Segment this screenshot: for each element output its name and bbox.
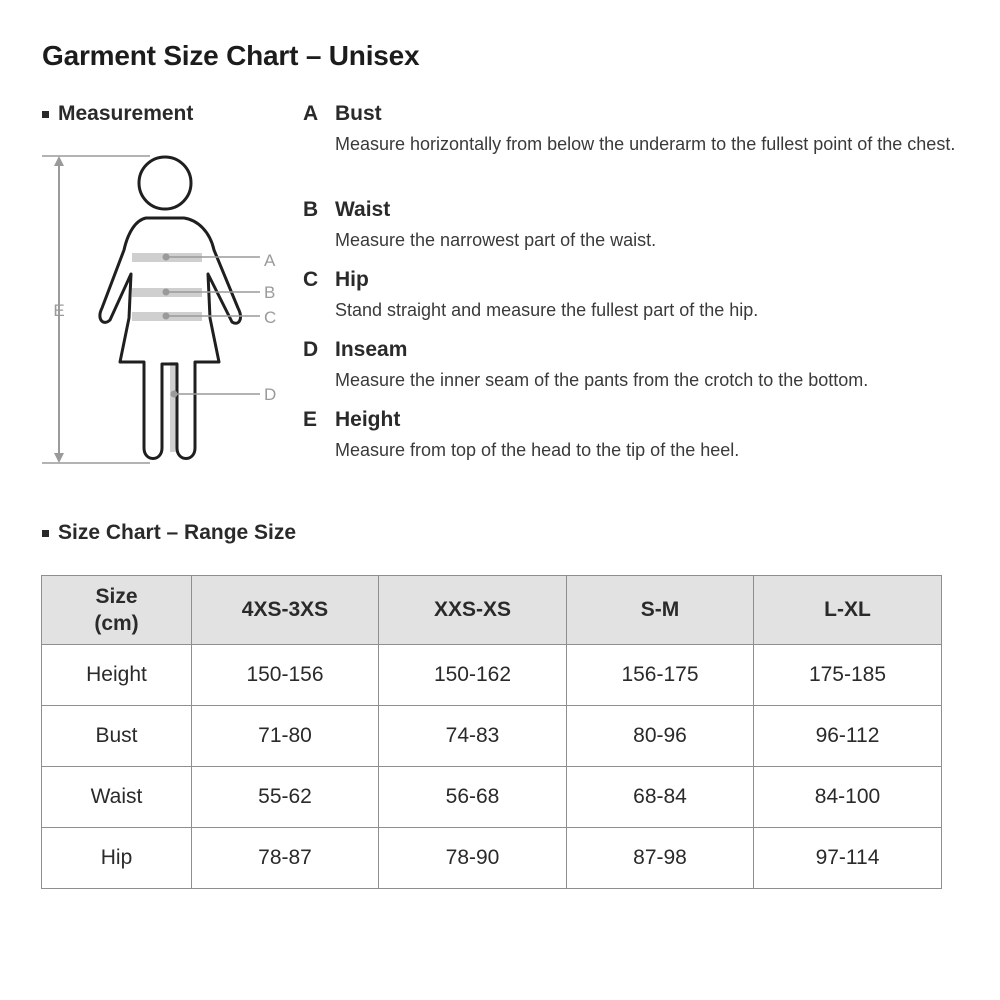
- table-cell: 84-100: [754, 767, 942, 828]
- definition-letter: C: [303, 268, 319, 291]
- definition-desc: Measure horizontally from below the underarm to the fullest point of the chest.: [335, 134, 956, 154]
- measurement-heading-label: Measurement: [58, 102, 194, 125]
- definition-desc: Measure the narrowest part of the waist.: [335, 230, 657, 250]
- definition-name: Hip: [335, 268, 369, 291]
- definition-hip: [303, 268, 983, 323]
- definition-bust: [303, 102, 983, 157]
- definition-inseam: [303, 338, 983, 393]
- body-figure-svg: [38, 150, 288, 470]
- size-chart-heading: [42, 521, 296, 545]
- definition-letter: B: [303, 198, 319, 221]
- table-row: [42, 706, 942, 767]
- definition-name: Height: [335, 408, 401, 431]
- definition-waist: [303, 198, 983, 253]
- height-arrow-bottom: [54, 453, 64, 463]
- figure-label-b: B: [264, 283, 276, 302]
- definition-height: [303, 408, 983, 463]
- figure-label-c: C: [264, 308, 277, 327]
- table-header-row: [42, 576, 942, 645]
- definition-letter: D: [303, 338, 319, 361]
- table-cell: 150-156: [192, 645, 379, 706]
- table-cell: 97-114: [754, 828, 942, 889]
- row-label: Bust: [42, 706, 192, 767]
- table-cell: 68-84: [567, 767, 754, 828]
- table-cell: 55-62: [192, 767, 379, 828]
- column-header: L-XL: [754, 576, 942, 645]
- column-header: XXS-XS: [379, 576, 567, 645]
- table-row: [42, 828, 942, 889]
- definition-letter: E: [303, 408, 318, 431]
- definition-letter: A: [303, 102, 319, 125]
- size-chart-heading-label: Size Chart – Range Size: [58, 521, 297, 544]
- row-label: Height: [42, 645, 192, 706]
- column-header: 4XS-3XS: [192, 576, 379, 645]
- table-cell: 80-96: [567, 706, 754, 767]
- table-corner-header: Size (cm): [42, 576, 192, 645]
- table-cell: 175-185: [754, 645, 942, 706]
- table-cell: 74-83: [379, 706, 567, 767]
- table-cell: 71-80: [192, 706, 379, 767]
- definition-name: Waist: [335, 198, 391, 221]
- table-cell: 150-162: [379, 645, 567, 706]
- table-cell: 87-98: [567, 828, 754, 889]
- definition-desc: Measure from top of the head to the tip of the heel.: [335, 440, 740, 460]
- table-cell: 78-87: [192, 828, 379, 889]
- bullet-square: [42, 111, 49, 118]
- height-arrow-top: [54, 156, 64, 166]
- table-cell: 78-90: [379, 828, 567, 889]
- table-cell: 96-112: [754, 706, 942, 767]
- figure-label-d: D: [264, 385, 277, 404]
- figure-label-a: A: [264, 251, 276, 270]
- measurement-heading: [42, 102, 193, 126]
- row-label: Hip: [42, 828, 192, 889]
- bullet-square: [42, 530, 49, 537]
- figure-label-e: E: [53, 301, 65, 320]
- body-measurement-figure: [38, 150, 288, 470]
- definition-name: Inseam: [335, 338, 408, 361]
- figure-head: [139, 157, 191, 209]
- size-chart-table: [41, 575, 942, 889]
- row-label: Waist: [42, 767, 192, 828]
- table-row: [42, 645, 942, 706]
- definition-name: Bust: [335, 102, 382, 125]
- table-cell: 156-175: [567, 645, 754, 706]
- definition-desc: Stand straight and measure the fullest part of the hip.: [335, 300, 759, 320]
- page-title: Garment Size Chart – Unisex: [42, 40, 420, 71]
- definition-desc: Measure the inner seam of the pants from the crotch to the bottom.: [335, 370, 869, 390]
- table-cell: 56-68: [379, 767, 567, 828]
- table-row: [42, 767, 942, 828]
- column-header: S-M: [567, 576, 754, 645]
